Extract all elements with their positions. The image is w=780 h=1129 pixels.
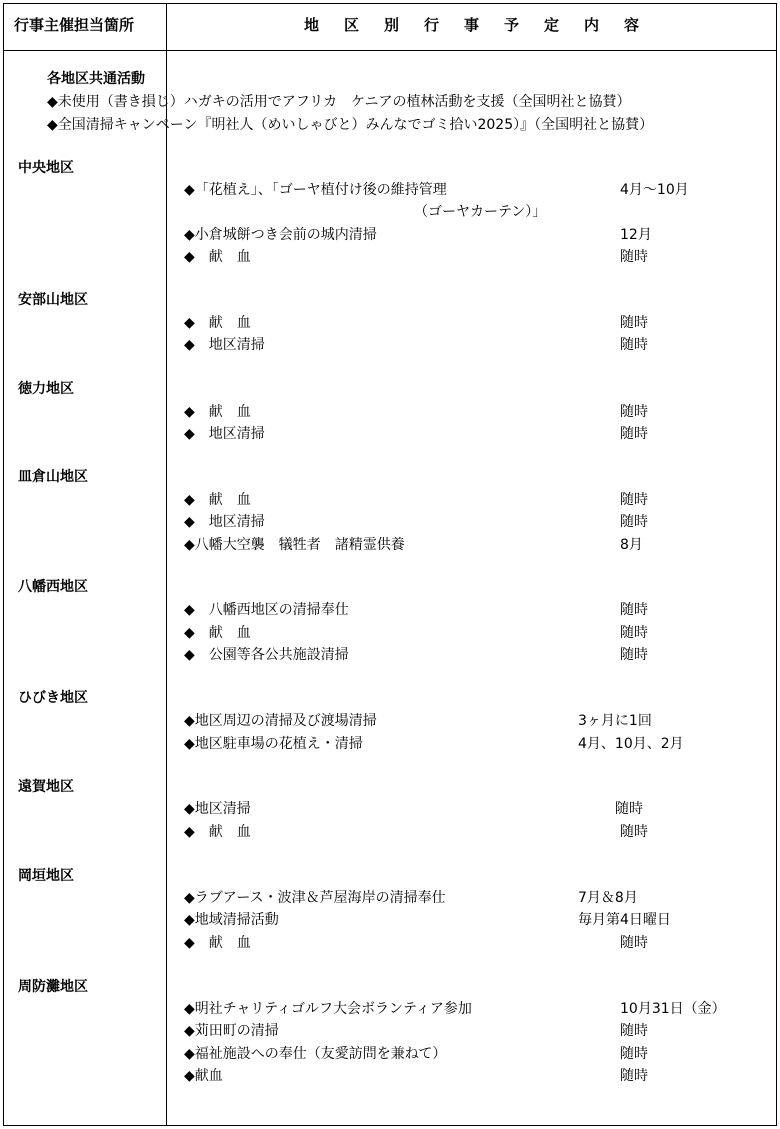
event-label: ◆地区清掃: [184, 801, 251, 817]
event-date: 随時: [620, 337, 648, 353]
common-item: ◆全国清掃キャンペーン『明社人（めいしゃびと）みんなでゴミ拾い2025）』（全国明社と協賛）: [47, 117, 654, 133]
common-title: 各地区共通活動: [47, 71, 145, 87]
event-label: ◆ 公園等各公共施設清掃: [184, 647, 349, 663]
district-name: 八幡西地区: [18, 579, 88, 595]
event-label: ◆ 献 血: [184, 625, 251, 641]
event-date: 随時: [615, 801, 643, 817]
event-date: 随時: [620, 824, 648, 840]
event-label: ◆「花植え」、「ゴーヤ植付け後の維持管理: [184, 182, 447, 198]
district-name: 安部山地区: [18, 292, 88, 308]
event-label: ◆地域清掃活動: [184, 912, 279, 928]
event-label: ◆八幡大空襲 犠牲者 諸精霊供養: [184, 537, 405, 553]
district-name: 中央地区: [18, 160, 74, 176]
event-label-continued: （ゴーヤカーテン）」: [414, 204, 547, 220]
district-name: 遠賀地区: [18, 779, 74, 795]
event-label: ◆苅田町の清掃: [184, 1023, 279, 1039]
event-date: 随時: [620, 647, 648, 663]
header-divider: [3, 50, 777, 51]
event-date: 10月31日（金）: [620, 1001, 726, 1017]
event-label: ◆ 献 血: [184, 249, 251, 265]
district-name: ひびき地区: [18, 690, 88, 706]
event-label: ◆ 献 血: [184, 492, 251, 508]
event-label: ◆ 八幡西地区の清掃奉仕: [184, 602, 349, 618]
event-date: 7月＆8月: [578, 890, 638, 906]
event-label: ◆ 地区清掃: [184, 514, 265, 530]
event-label: ◆ 献 血: [184, 824, 251, 840]
event-date: 随時: [620, 426, 648, 442]
event-date: 随時: [620, 1068, 648, 1084]
district-name: 徳力地区: [18, 381, 74, 397]
event-label: ◆献血: [184, 1068, 223, 1084]
event-date: 随時: [620, 315, 648, 331]
event-date: 随時: [620, 935, 648, 951]
common-item: ◆未使用（書き損じ）ハガキの活用でアフリカ ケニアの植林活動を支援（全国明社と協賛）: [47, 94, 631, 110]
event-label: ◆ 地区清掃: [184, 337, 265, 353]
event-date: 随時: [620, 602, 648, 618]
district-name: 岡垣地区: [18, 868, 74, 884]
district-name: 周防灘地区: [18, 979, 88, 995]
event-label: ◆地区周辺の清掃及び渡場清掃: [184, 713, 377, 729]
event-date: 随時: [620, 404, 648, 420]
event-date: 随時: [620, 1046, 648, 1062]
event-date: 3ヶ月に1回: [578, 713, 652, 729]
event-label: ◆ 地区清掃: [184, 426, 265, 442]
event-label: ◆地区駐車場の花植え・清掃: [184, 736, 363, 752]
event-date: 随時: [620, 249, 648, 265]
header-organizer: 行事主催担当箇所: [14, 16, 135, 34]
event-label: ◆福祉施設への奉仕（友愛訪問を兼ねて）: [184, 1046, 447, 1062]
header-schedule: 地区別行事予定内容: [303, 16, 664, 34]
event-label: ◆ラブアース・波津＆芦屋海岸の清掃奉仕: [184, 890, 446, 906]
district-name: 皿倉山地区: [18, 469, 88, 485]
event-date: 随時: [620, 1023, 648, 1039]
event-label: ◆明社チャリティゴルフ大会ボランティア参加: [184, 1001, 472, 1017]
event-date: 12月: [620, 227, 652, 243]
event-label: ◆小倉城餅つき会前の城内清掃: [184, 227, 377, 243]
event-date: 4月、10月、2月: [578, 736, 684, 752]
event-label: ◆ 献 血: [184, 935, 251, 951]
column-divider: [166, 3, 167, 1126]
event-date: 8月: [620, 537, 643, 553]
event-label: ◆ 献 血: [184, 404, 251, 420]
event-date: 随時: [620, 492, 648, 508]
schedule-table-frame: [3, 3, 777, 1126]
event-label: ◆ 献 血: [184, 315, 251, 331]
event-date: 4月～10月: [620, 182, 689, 198]
event-date: 毎月第4日曜日: [578, 912, 671, 928]
event-date: 随時: [620, 625, 648, 641]
event-date: 随時: [620, 514, 648, 530]
